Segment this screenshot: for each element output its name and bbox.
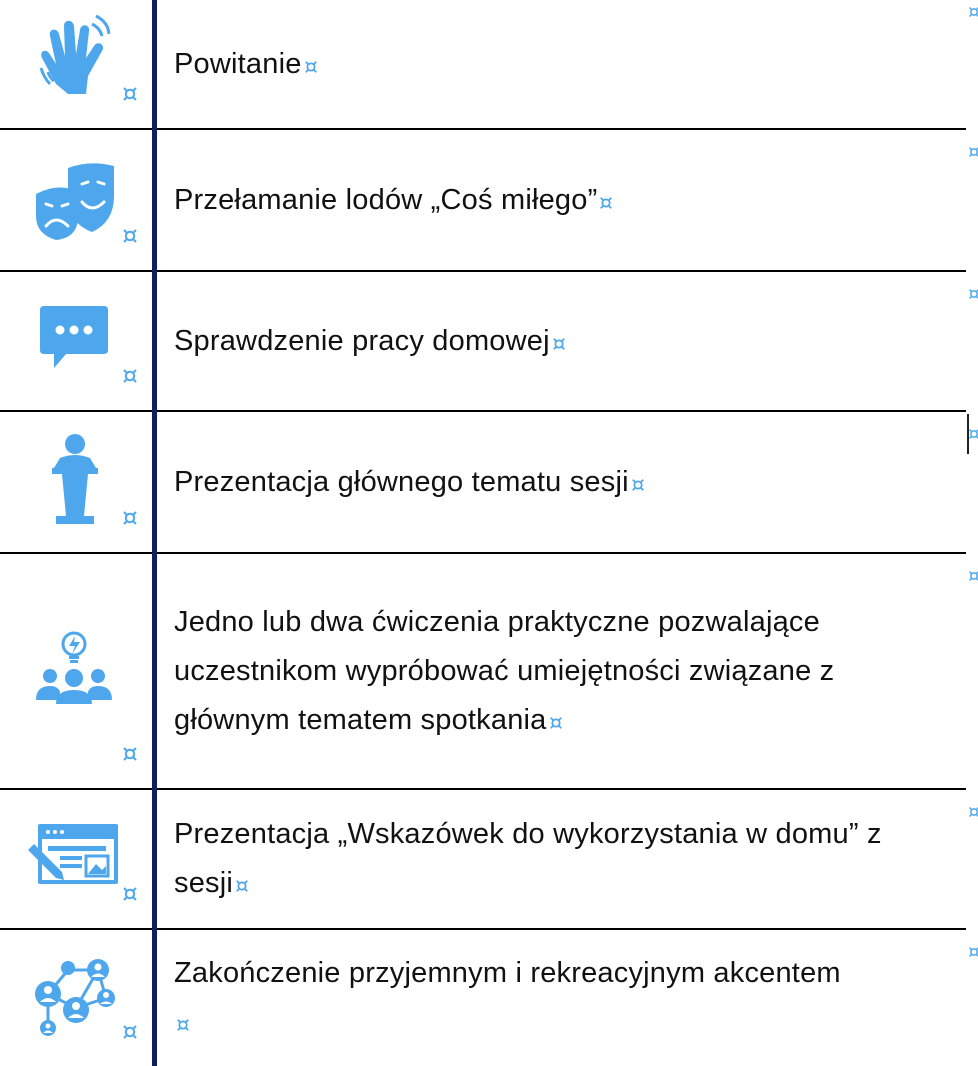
text-cursor <box>967 414 969 454</box>
cell-end-mark-icon <box>122 368 138 384</box>
cell-end-mark-icon <box>549 716 563 730</box>
table-row <box>0 930 966 1066</box>
icon-cell <box>0 130 152 270</box>
table-row <box>0 554 966 788</box>
cell-end-mark-icon <box>122 1024 138 1040</box>
agenda-item-cell <box>174 130 966 270</box>
agenda-item-text: Sprawdzenie pracy domowej <box>174 324 550 357</box>
icon-cell <box>0 554 152 788</box>
agenda-item-cell <box>174 272 966 410</box>
cell-end-mark-icon <box>304 60 318 74</box>
theater-masks-icon <box>34 160 118 240</box>
cell-end-mark-icon <box>631 478 645 492</box>
row-end-mark-icon <box>968 288 978 300</box>
table-row <box>0 0 966 128</box>
icon-cell <box>0 412 152 552</box>
agenda-item-text: Prezentacja „Wskazówek do wykorzystania w domu” z sesji <box>174 818 882 899</box>
waving-hand-icon <box>38 14 110 96</box>
icon-cell <box>0 790 152 928</box>
podium-speaker-icon <box>52 434 98 524</box>
cell-end-mark-icon <box>122 510 138 526</box>
agenda-item-text: Jedno lub dwa ćwiczenia praktyczne pozwalające uczestnikom wypróbować umiejętności związane z głównym tematem spotkania <box>174 605 835 736</box>
column-divider <box>152 0 157 1066</box>
agenda-item-text: Zakończenie przyjemnym i rekreacyjnym akcentem <box>174 957 841 989</box>
cell-end-mark-icon <box>599 196 613 210</box>
agenda-item-text: Prezentacja głównego tematu sesji <box>174 465 629 498</box>
agenda-item-cell <box>174 412 966 552</box>
cell-end-mark-icon <box>176 1018 190 1032</box>
agenda-item-cell <box>174 790 966 928</box>
cell-end-mark-icon <box>122 228 138 244</box>
cell-end-mark-icon <box>122 746 138 762</box>
cell-end-mark-icon <box>552 337 566 351</box>
agenda-item-cell <box>174 554 966 788</box>
row-end-mark-icon <box>968 6 978 18</box>
icon-cell <box>0 930 152 1066</box>
row-end-mark-icon <box>968 146 978 158</box>
agenda-item-cell <box>174 0 966 128</box>
agenda-item-cell <box>174 930 966 1066</box>
cell-end-mark-icon <box>235 879 249 893</box>
table-row <box>0 412 966 552</box>
chat-bubble-icon <box>40 306 108 368</box>
network-people-icon <box>30 958 118 1038</box>
row-end-mark-icon <box>968 570 978 582</box>
table-row <box>0 130 966 270</box>
web-page-edit-icon <box>26 824 118 890</box>
table-row <box>0 272 966 410</box>
icon-cell <box>0 272 152 410</box>
agenda-item-text: Powitanie <box>174 47 302 80</box>
agenda-item-text: Przełamanie lodów „Coś miłego” <box>174 183 598 216</box>
cell-end-mark-icon <box>122 886 138 902</box>
row-end-mark-icon <box>968 946 978 958</box>
cell-end-mark-icon <box>122 86 138 102</box>
row-end-mark-icon <box>968 806 978 818</box>
group-idea-icon <box>36 630 112 706</box>
table-row <box>0 790 966 928</box>
icon-cell <box>0 0 152 128</box>
row-end-mark-icon <box>968 428 978 440</box>
